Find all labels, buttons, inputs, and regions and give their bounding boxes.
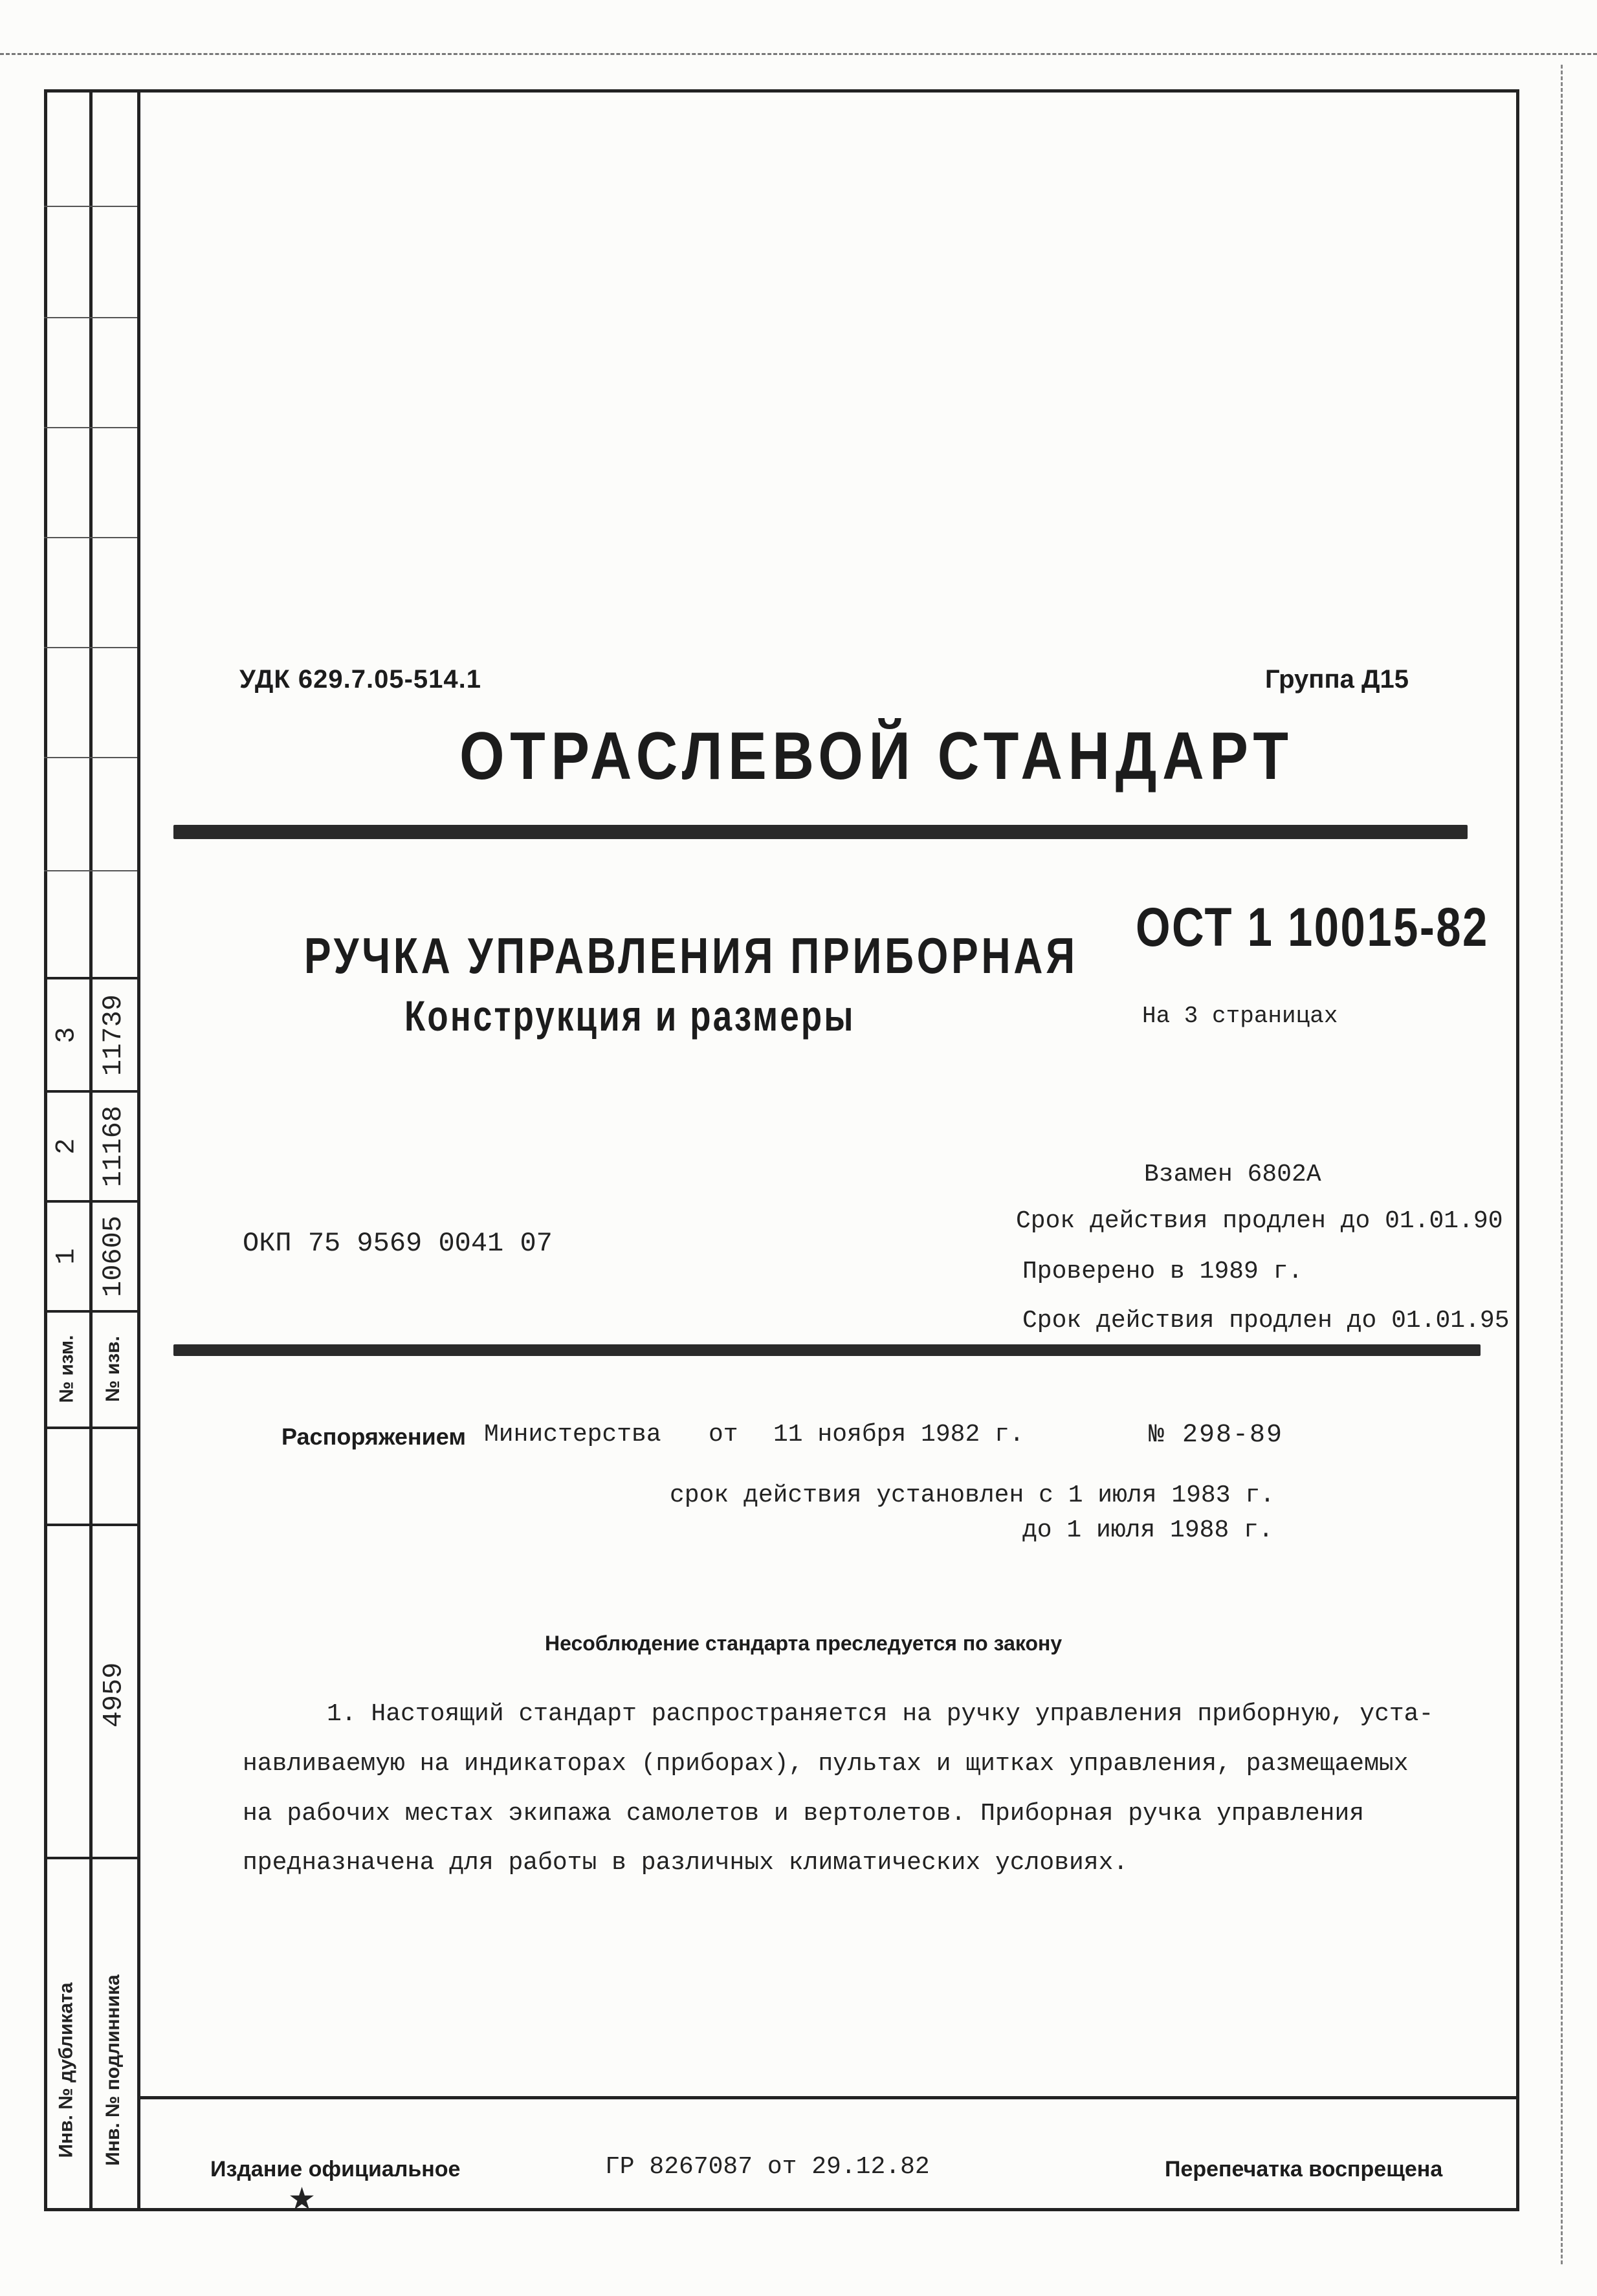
change-1-cell [45,1205,88,1308]
original-inv-cell [91,1553,136,1837]
change-number: 3 [51,1027,82,1044]
stub-cell-line [44,1090,137,1093]
stub-cell-line [44,870,137,871]
star-icon: ★ [288,2182,316,2216]
bottom-rule [173,1344,1481,1356]
okp-code: ОКП 75 9569 0041 07 [243,1228,553,1259]
body-line-3: на рабочих местах экипажа самолетов и вертолетов. Приборная ручка управления [243,1800,1365,1828]
standard-code: ОСТ 1 10015-82 [1136,897,1489,957]
udk-label: УДК 629.7.05-514.1 [239,665,481,694]
change-no-label: № изм. [56,1335,78,1403]
stub-cell-line [44,317,137,318]
stub-cell-line [44,647,137,648]
replaces-note: Взамен 6802А [1144,1161,1321,1188]
notice-2-cell [91,1095,136,1198]
validity-to: до 1 июля 1988 г. [1022,1516,1273,1544]
body-line-2: навливаемую на индикаторах (приборах), пультах и щитках управления, размещаемых [243,1750,1409,1778]
body-line-1: 1. Настоящий стандарт распространяется на ручку управления приборную, уста- [327,1700,1434,1728]
order-label: Распоряжением [281,1423,466,1450]
page-frame [44,89,1519,2211]
edition-label: Издание официальное [210,2157,461,2181]
stub-cell-line [44,1524,137,1526]
stub-cell-line [44,757,137,758]
group-label: Группа Д15 [1265,665,1409,694]
change-number: 2 [51,1138,82,1155]
duplicate-inv-label: Инв. № дубликата [56,1982,77,2158]
top-rule [173,825,1468,839]
registration-number: ГР 8267087 от 29.12.82 [605,2153,930,2181]
notice-no-header [91,1315,136,1423]
extension-note-1: Срок действия продлен до 01.01.90 [1016,1207,1503,1235]
original-label-cell [91,1934,136,2206]
change-number: 1 [51,1248,82,1265]
stub-cell-line [44,1310,137,1313]
duplicate-label-cell [45,1934,88,2206]
right-cut-line [1561,65,1563,2264]
stub-cell-line [44,537,137,538]
order-number: № 298-89 [1149,1421,1284,1450]
page-count: На 3 страницах [1142,1003,1338,1029]
extension-note-2: Срок действия продлен до 01.01.95 [1022,1307,1510,1335]
validity-from: срок действия установлен с 1 июля 1983 г. [670,1481,1275,1509]
change-3-cell [45,983,88,1087]
stub-cell-line [44,977,137,979]
notice-number: 11168 [98,1105,129,1188]
notice-number: 11739 [98,994,129,1077]
reprint-notice: Перепечатка воспрещена [1165,2157,1443,2181]
notice-no-label: № изв. [102,1336,124,1402]
notice-3-cell [91,983,136,1087]
notice-1-cell [91,1205,136,1308]
checked-note: Проверено в 1989 г. [1022,1258,1303,1285]
stub-cell-line [44,427,137,428]
standard-type-heading: ОТРАСЛЕВОЙ СТАНДАРТ [459,719,1294,794]
legal-warning: Несоблюдение стандарта преследуется по закону [545,1632,1063,1655]
stub-border [137,89,140,2211]
body-line-4: предназначена для работы в различных климатических условиях. [243,1849,1129,1877]
stub-cell-line [44,1427,137,1429]
change-2-cell [45,1095,88,1198]
order-from: от [709,1421,738,1449]
top-cut-line [0,53,1597,55]
stub-cell-line [44,1857,137,1859]
original-inv-number: 4959 [98,1662,129,1728]
document-title: РУЧКА УПРАВЛЕНИЯ ПРИБОРНАЯ [304,927,1078,984]
stub-cell-line [44,1200,137,1203]
change-no-header [45,1315,88,1423]
document-subtitle: Конструкция и размеры [404,992,855,1040]
footer-rule [137,2096,1519,2099]
order-date: 11 ноября 1982 г. [773,1421,1024,1449]
original-inv-label: Инв. № подлинника [102,1974,124,2166]
stub-cell-line [44,206,137,207]
order-ministry: Министерства [484,1421,661,1449]
notice-number: 10605 [98,1215,129,1298]
